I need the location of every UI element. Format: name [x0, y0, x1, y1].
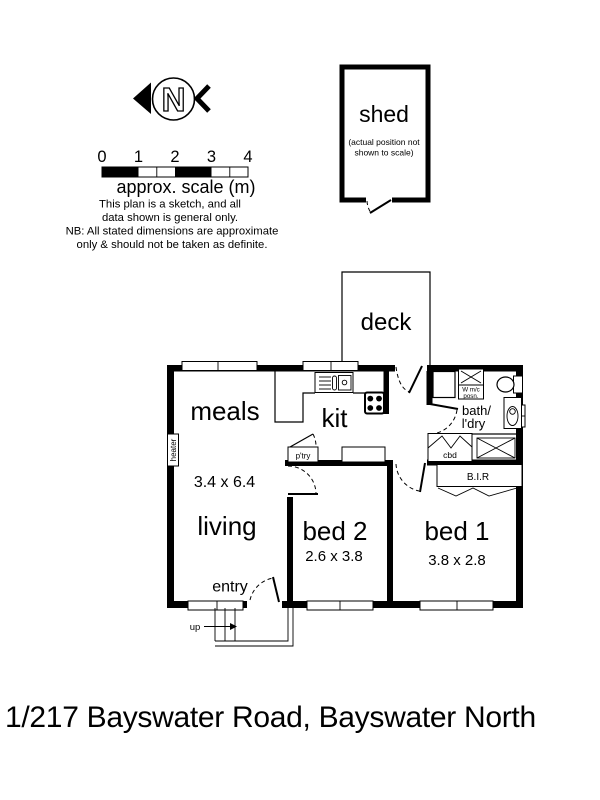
built-in-robe [437, 465, 522, 497]
hall-cupboard [342, 447, 385, 462]
compass-left-arrow [133, 83, 151, 115]
vanity-basin [504, 398, 522, 429]
room-label-bath-1: bath/ [462, 403, 491, 418]
shed-note-1: (actual position not [348, 137, 420, 147]
scale-tick-3: 3 [206, 148, 217, 166]
room-label-living: living [197, 511, 257, 541]
window-bed1-bottom [420, 601, 493, 610]
up-label: up [189, 622, 201, 633]
window-bed2-bottom [307, 601, 373, 610]
bath-door [430, 404, 458, 434]
room-label-deck: deck [360, 309, 412, 336]
kitchen-sink [315, 373, 353, 393]
wm-label-2: posn. [463, 393, 479, 400]
room-label-bed1: bed 1 [424, 516, 490, 546]
scale-note-2: data shown is general only. [101, 212, 239, 224]
entry-door [250, 577, 279, 602]
scale-tick-2: 2 [170, 148, 180, 166]
compass-right-chevron [197, 86, 209, 111]
deck-door [396, 366, 422, 393]
cbd-label: cbd [443, 450, 457, 460]
scale-bar [66, 148, 279, 251]
window-kit-top [303, 362, 358, 371]
shed [342, 67, 428, 213]
window-meals-top [182, 362, 257, 371]
toilet [497, 376, 523, 393]
bir-label: B.I.R [466, 472, 490, 483]
pantry-label: p'try [295, 451, 311, 461]
scale-tick-0: 0 [97, 148, 107, 166]
laundry-trough [433, 372, 455, 398]
scale-tick-1: 1 [133, 148, 144, 166]
heater-label: heater [169, 438, 178, 462]
room-label-bath-2: l'dry [461, 416, 486, 431]
room-label-kit: kit [321, 403, 348, 433]
bed2-door [288, 466, 318, 494]
wm-label-1: W m/c [462, 386, 480, 394]
scale-caption: approx. scale (m) [116, 177, 256, 197]
scale-note-4: only & should not be taken as definite. [76, 239, 268, 251]
deck [342, 272, 430, 365]
room-label-entry: entry [212, 578, 248, 596]
washing-machine-position [459, 369, 484, 400]
shed-note-2: shown to scale) [354, 147, 414, 158]
living-dimensions: 3.4 x 6.4 [193, 474, 256, 491]
up-arrowhead [230, 623, 237, 630]
heater [168, 434, 179, 466]
bed1-door [396, 463, 425, 492]
north-compass-icon [133, 78, 209, 120]
hall-linen-cupboard [428, 434, 472, 462]
room-label-shed: shed [359, 101, 409, 127]
bed1-dimensions: 3.8 x 2.8 [428, 552, 486, 569]
address-title: 1/217 Bayswater Road, Bayswater North [5, 701, 536, 734]
bathtub [470, 434, 520, 462]
room-label-meals: meals [190, 396, 260, 426]
bed2-dimensions: 2.6 x 3.8 [305, 548, 363, 565]
scale-note-1: This plan is a sketch, and all [99, 198, 241, 211]
north-letter: N [161, 81, 186, 118]
scale-tick-4: 4 [243, 148, 253, 166]
entry-steps [190, 608, 293, 646]
room-label-bed2: bed 2 [302, 516, 368, 546]
scale-note-3: NB: All stated dimensions are approximate [65, 225, 279, 238]
room-labels [190, 396, 491, 596]
stove [365, 393, 384, 414]
pantry [288, 434, 318, 462]
